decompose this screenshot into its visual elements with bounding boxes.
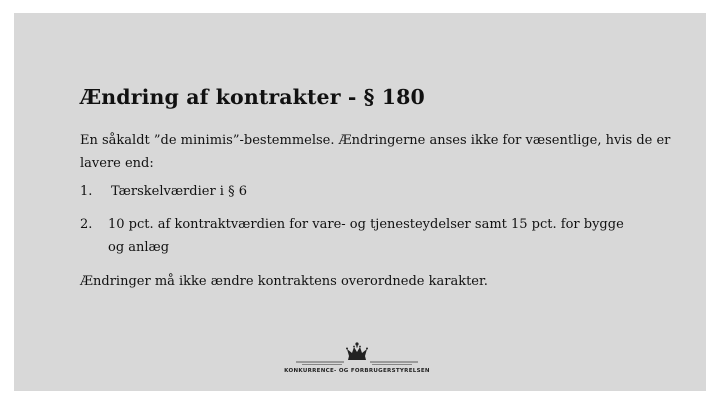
agency-logo — [282, 340, 432, 380]
slide — [14, 13, 706, 391]
closing-paragraph: Ændringer må ikke ændre kontraktens overordnede karakter. — [80, 274, 488, 289]
slide-title: Ændring af kontrakter - § 180 — [80, 85, 425, 109]
list-item-text: 10 pct. af kontraktværdien for vare- og tjenesteydelser samt 15 pct. for bygge og anlæg — [108, 217, 624, 255]
list-item-number: 2. — [80, 217, 93, 232]
list-item-number: 1. — [80, 184, 93, 199]
list-item-text: Tærskelværdier i § 6 — [111, 184, 247, 199]
intro-paragraph: En såkaldt ”de minimis”-bestemmelse. Ændringerne anses ikke for væsentlige, hvis de er lavere end: — [80, 133, 671, 171]
crown-icon — [282, 340, 432, 366]
logo-text: KONKURRENCE- OG FORBRUGERSTYRELSEN — [284, 368, 430, 374]
